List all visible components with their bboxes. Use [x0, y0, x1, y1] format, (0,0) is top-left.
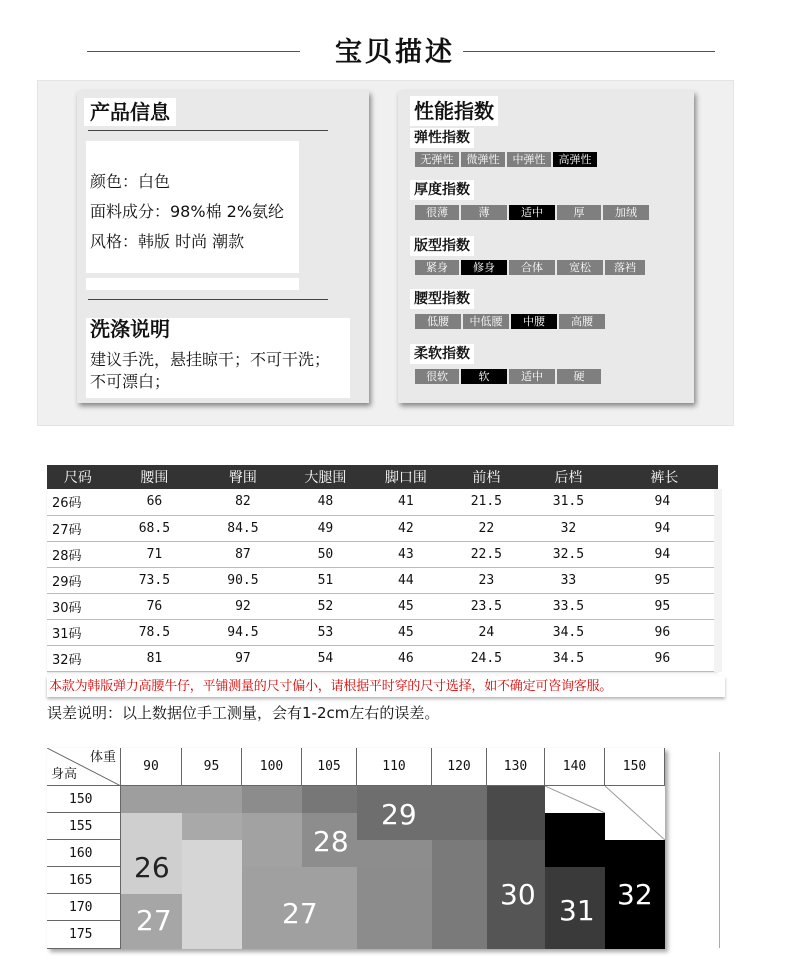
- weight-header: 140: [545, 748, 605, 786]
- softness-option: 硬: [557, 369, 601, 384]
- table-cell: 43: [365, 541, 446, 567]
- fit-option-selected: 修身: [461, 260, 507, 275]
- table-cell: 30码: [47, 593, 109, 619]
- height-header: 175: [47, 921, 121, 949]
- table-cell: 94: [611, 541, 718, 567]
- product-style: 风格：韩版 时尚 潮款: [90, 232, 245, 251]
- table-cell: 45: [365, 593, 446, 619]
- thickness-option: 加绒: [603, 205, 649, 220]
- fit-options: [415, 260, 645, 275]
- weight-header: 110: [357, 748, 432, 786]
- size-label-31: 31: [559, 894, 595, 927]
- table-cell: 24.5: [447, 645, 527, 671]
- table-row: [47, 619, 718, 645]
- table-cell: 73.5: [109, 567, 200, 593]
- size-table-header: [47, 465, 718, 489]
- height-header: 170: [47, 894, 121, 921]
- product-info-rule: [88, 130, 328, 131]
- col-header: 脚口围: [365, 465, 446, 489]
- table-row: [47, 593, 718, 619]
- table-cell: 94.5: [200, 619, 286, 645]
- table-cell: 50: [286, 541, 365, 567]
- table-cell: 53: [286, 619, 365, 645]
- page-title: 宝贝描述: [335, 37, 455, 68]
- table-cell: 52: [286, 593, 365, 619]
- table-row: [47, 515, 718, 541]
- table-cell: 68.5: [109, 515, 200, 541]
- elasticity-option: 中弹性: [507, 152, 551, 167]
- table-cell: 76: [109, 593, 200, 619]
- height-header: 165: [47, 867, 121, 894]
- table-cell: 32: [526, 515, 611, 541]
- size-label-28: 28: [313, 825, 349, 858]
- elasticity-option: 无弹性: [415, 152, 459, 167]
- table-cell: 45: [365, 619, 446, 645]
- region-105-top: [302, 786, 357, 813]
- wash-line-1: 建议手洗，悬挂晾干；不可干洗；: [90, 350, 331, 369]
- size-label-29: 29: [381, 798, 417, 831]
- weight-header: 130: [487, 748, 545, 786]
- thickness-option: 很薄: [415, 205, 459, 220]
- table-row: [47, 567, 718, 593]
- table-cell: 96: [611, 645, 718, 671]
- elasticity-option-selected: 高弹性: [553, 152, 597, 167]
- waist-option-selected: 中腰: [511, 314, 557, 329]
- weight-header: 150: [605, 748, 665, 786]
- table-cell: 33: [526, 567, 611, 593]
- product-color: 颜色：白色: [90, 172, 171, 191]
- thickness-label: 厚度指数: [410, 180, 474, 200]
- thickness-option-selected: 适中: [509, 205, 555, 220]
- grid-side-line: [719, 752, 720, 948]
- wash-title: 洗涤说明: [90, 317, 170, 341]
- waist-options: [415, 314, 605, 329]
- header-rule-right: [463, 51, 715, 52]
- table-cell: 31码: [47, 619, 109, 645]
- table-cell: 95: [611, 593, 718, 619]
- col-header: 大腿围: [286, 465, 365, 489]
- waist-option: 中低腰: [463, 314, 509, 329]
- thickness-option: 厚: [557, 205, 601, 220]
- corner-weight-label: 体重: [89, 750, 116, 765]
- table-cell: 87: [200, 541, 286, 567]
- col-header: 腰围: [109, 465, 200, 489]
- wash-line-2: 不可漂白；: [90, 372, 171, 391]
- region-29: [357, 786, 487, 840]
- table-cell: 82: [200, 489, 286, 515]
- table-cell: 42: [365, 515, 446, 541]
- table-cell: 26码: [47, 489, 109, 515]
- height-header: 160: [47, 840, 121, 867]
- table-cell: 81: [109, 645, 200, 671]
- waist-option: 低腰: [415, 314, 461, 329]
- table-row: [47, 541, 718, 567]
- table-cell: 92: [200, 593, 286, 619]
- size-recommendation-grid: [47, 748, 665, 949]
- table-cell: 41: [365, 489, 446, 515]
- table-cell: 95: [611, 567, 718, 593]
- table-cell: 32.5: [526, 541, 611, 567]
- size-label-27: 27: [282, 897, 318, 930]
- product-material: 面料成分：98%棉 2%氨纶: [90, 202, 285, 221]
- softness-option: 适中: [509, 369, 555, 384]
- height-header: 155: [47, 813, 121, 840]
- softness-option-selected: 软: [461, 369, 507, 384]
- table-cell: 27码: [47, 515, 109, 541]
- product-info-title: 产品信息: [84, 98, 176, 126]
- fit-option: 合体: [509, 260, 555, 275]
- weight-header: 105: [302, 748, 357, 786]
- sizing-warning-note: 本款为韩版弹力高腰牛仔，平铺测量的尺寸偏小，请根据平时穿的尺寸选择，如不确定可咨询客服。: [47, 676, 725, 697]
- product-info-strip: [86, 278, 299, 290]
- table-cell: 51: [286, 567, 365, 593]
- weight-header: 95: [182, 748, 242, 786]
- table-cell: 84.5: [200, 515, 286, 541]
- table-cell: 34.5: [526, 645, 611, 671]
- region-150-diagonal: [605, 786, 665, 840]
- region-top-90-95: [121, 786, 242, 813]
- table-cell: 32码: [47, 645, 109, 671]
- fit-option: 宽松: [557, 260, 603, 275]
- table-cell: 28码: [47, 541, 109, 567]
- performance-title: 性能指数: [410, 96, 498, 126]
- table-cell: 23: [447, 567, 527, 593]
- table-cell: 54: [286, 645, 365, 671]
- weight-header: 90: [121, 748, 182, 786]
- fit-option: 紧身: [415, 260, 459, 275]
- waist-label: 腰型指数: [410, 289, 474, 309]
- table-cell: 90.5: [200, 567, 286, 593]
- col-header: 尺码: [47, 465, 109, 489]
- table-cell: 94: [611, 489, 718, 515]
- elasticity-label: 弹性指数: [410, 128, 474, 148]
- table-cell: 49: [286, 515, 365, 541]
- table-cell: 21.5: [447, 489, 527, 515]
- table-cell: 97: [200, 645, 286, 671]
- table-cell: 94: [611, 515, 718, 541]
- table-cell: 31.5: [526, 489, 611, 515]
- table-cell: 78.5: [109, 619, 200, 645]
- region-120-col: [432, 840, 487, 949]
- softness-options: [415, 369, 601, 384]
- grid-corner: [47, 748, 121, 786]
- measurement-error-note: 误差说明：以上数据位手工测量，会有1-2cm左右的误差。: [47, 704, 440, 722]
- region-130-top: [487, 786, 545, 840]
- table-cell: 44: [365, 567, 446, 593]
- table-row: [47, 645, 718, 671]
- table-cell: 22.5: [447, 541, 527, 567]
- height-header: 150: [47, 786, 121, 813]
- table-row: [47, 489, 718, 515]
- weight-header: 120: [432, 748, 487, 786]
- size-label-26: 26: [134, 851, 170, 884]
- table-cell: 66: [109, 489, 200, 515]
- wash-rule: [88, 299, 328, 300]
- col-header: 后档: [526, 465, 611, 489]
- waist-option: 高腰: [559, 314, 605, 329]
- table-cell: 34.5: [526, 619, 611, 645]
- col-header: 裤长: [611, 465, 718, 489]
- size-label-32: 32: [617, 878, 653, 911]
- softness-option: 很软: [415, 369, 459, 384]
- table-cell: 46: [365, 645, 446, 671]
- table-cell: 22: [447, 515, 527, 541]
- elasticity-options: [415, 152, 597, 167]
- table-cell: 96: [611, 619, 718, 645]
- col-header: 臀围: [200, 465, 286, 489]
- table-cell: 48: [286, 489, 365, 515]
- table-cell: 24: [447, 619, 527, 645]
- weight-header: 100: [242, 748, 302, 786]
- region-95-upper: [182, 813, 242, 840]
- col-header: 前档: [447, 465, 527, 489]
- table-cell: 33.5: [526, 593, 611, 619]
- softness-label: 柔软指数: [410, 344, 474, 364]
- thickness-option: 薄: [461, 205, 507, 220]
- table-cell: 29码: [47, 567, 109, 593]
- table-cell: 23.5: [447, 593, 527, 619]
- size-label-27: 27: [136, 904, 172, 937]
- fit-label: 版型指数: [410, 236, 474, 256]
- elasticity-option: 微弹性: [461, 152, 505, 167]
- thickness-options: [415, 205, 649, 220]
- size-label-30: 30: [500, 878, 536, 911]
- region-140-black: [545, 813, 605, 867]
- size-table: [47, 465, 722, 672]
- corner-height-label: 身高: [51, 767, 78, 782]
- table-cell: 71: [109, 541, 200, 567]
- fit-option: 落裆: [605, 260, 645, 275]
